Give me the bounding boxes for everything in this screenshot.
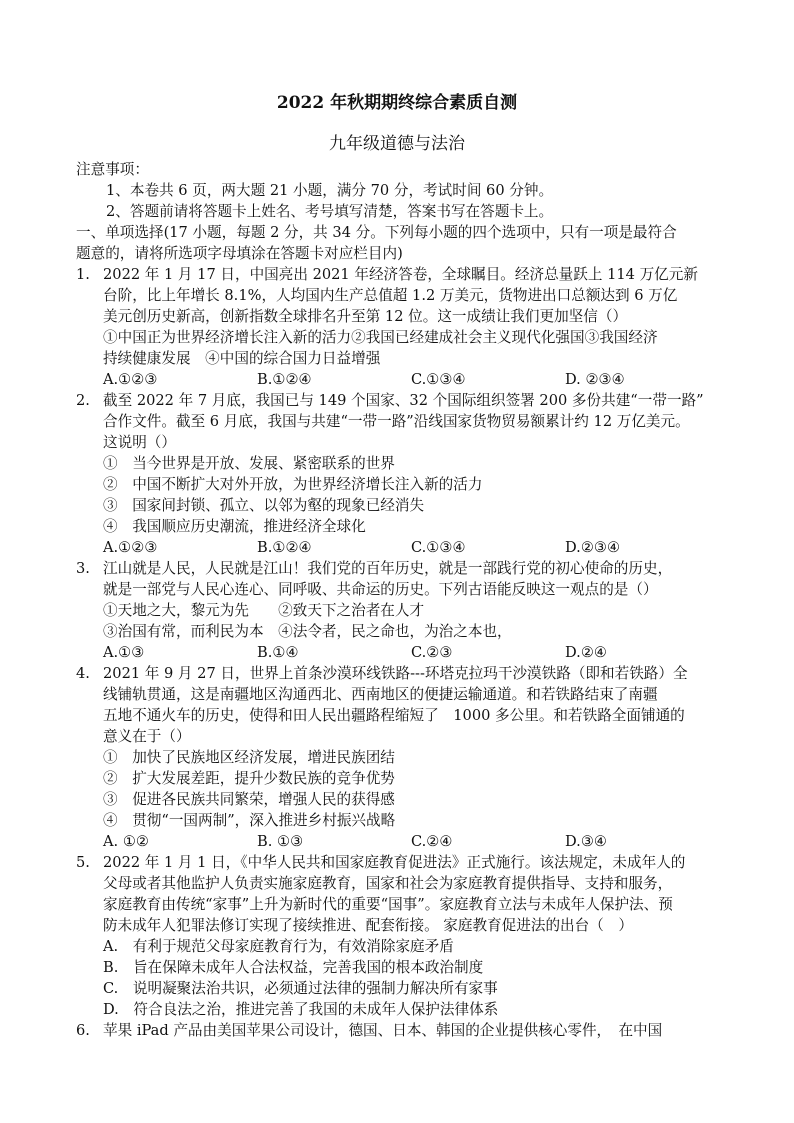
notice-item: 2、答题前请将答题卡上姓名、考号填写清楚，答案书写在答题卡上。	[106, 203, 554, 220]
question-number: 5.	[76, 854, 90, 871]
question-text: 2022 年 1 月 1 日，《中华人民共和国家庭教育促进法》正式施行。该法规定，未成年人的	[103, 854, 686, 871]
question-text: 2022 年 1 月 17 日，中国亮出 2021 年经济答卷，全球瞩目。经济总量跃上 114 万亿元新	[103, 266, 698, 283]
question-text: ② 扩大发展差距，提升少数民族的竞争优势	[103, 770, 395, 787]
answer-options	[103, 538, 620, 558]
question-text: 合作文件。截至 6 月底，我国与共建“一带一路”沿线国家货物贸易额累计约 12 万亿美元。	[103, 413, 690, 430]
question-text: ④ 贯彻“一国两制”，深入推进乡村振兴战略	[103, 812, 396, 829]
question-text: ① 加快了民族地区经济发展，增进民族团结	[103, 749, 395, 766]
question-number: 3.	[76, 560, 90, 577]
option-d: D. ②③④	[565, 371, 625, 388]
option-b: B. 旨在保障未成年人合法权益，完善我国的根本政治制度	[103, 959, 484, 976]
question-text: ①天地之大，黎元为先 ②致天下之治者在人才	[103, 602, 425, 619]
option-a: A. 有利于规范父母家庭教育行为，有效消除家庭矛盾	[103, 938, 454, 955]
answer-options	[103, 832, 607, 852]
option-b: B.①②④	[257, 371, 312, 388]
option-c: C. 说明凝聚法治共识，必须通过法律的强制力解决所有家事	[103, 980, 498, 997]
question-text: 防未成年人犯罪法修订实现了接续推进、配套衔接。 家庭教育促进法的出台（ ）	[103, 917, 634, 934]
question-number: 4.	[76, 665, 90, 682]
question-text: 这说明（）	[103, 434, 176, 451]
option-d: D.③④	[565, 833, 607, 850]
option-c: C.②③	[411, 644, 453, 661]
question-text: 父母或者其他监护人负责实施家庭教育，国家和社会为家庭教育提供指导、支持和服务，	[103, 875, 673, 892]
question-number: 6.	[76, 1022, 90, 1039]
question-text: ③治国有常，而利民为本 ④法令者，民之命也，为治之本也，	[103, 623, 512, 640]
question-text: 江山就是人民，人民就是江山！我们党的百年历史，就是一部践行党的初心使命的历史，	[103, 560, 673, 577]
notice-item: 1、本卷共 6 页，两大题 21 小题，满分 70 分，考试时间 60 分钟。	[106, 182, 554, 199]
option-d: D.②④	[565, 644, 607, 661]
option-a: A.①③	[103, 644, 145, 661]
question-text: 美元创历史新高，创新指数全球排名升至第 12 位。这一成绩让我们更加坚信（）	[103, 308, 628, 325]
notice-heading: 注意事项：	[76, 161, 149, 178]
question-text: 五地不通火车的历史，使得和田人民出疆路程缩短了 1000 多公里。和若铁路全面铺通的	[103, 707, 685, 724]
section-instruction: 题意的，请将所选项字母填涂在答题卡对应栏目内)	[76, 245, 403, 262]
question-number: 2.	[76, 392, 90, 409]
question-number: 1.	[76, 266, 90, 283]
question-text: 2021 年 9 月 27 日，世界上首条沙漠环线铁路---环塔克拉玛干沙漠铁路（即和若铁路）全	[103, 665, 688, 682]
section-instruction: 一、单项选择(17 小题，每题 2 分，共 34 分。下列每小题的四个选项中，只有一项是最符合	[76, 224, 677, 241]
question-text: 截至 2022 年 7 月底，我国已与 149 个国家、32 个国际组织签署 200 多份共建“一带一路”	[103, 392, 704, 409]
question-text: 台阶，比上年增长 8.1%，人均国内生产总值超 1.2 万美元，货物进出口总额达到 6 万亿	[103, 287, 678, 304]
option-c: C.②④	[411, 833, 453, 850]
exam-title: 2022 年秋期期终综合素质自测	[276, 93, 518, 113]
question-text: ③ 国家间封锁、孤立、以邻为壑的现象已经消失	[103, 497, 425, 514]
question-text: 家庭教育由传统“家事”上升为新时代的重要“国事”。家庭教育立法与未成年人保护法、预	[103, 896, 673, 913]
option-b: B.①②④	[257, 539, 312, 556]
question-text: 持续健康发展 ④中国的综合国力日益增强	[103, 350, 381, 367]
option-d: D. 符合良法之治，推进完善了我国的未成年人保护法律体系	[103, 1001, 499, 1018]
option-c: C.①③④	[411, 539, 466, 556]
option-a: A.①②③	[103, 539, 158, 556]
question-text: 就是一部党与人民心连心、同呼吸、共命运的历史。下列古语能反映这一观点的是（）	[103, 581, 658, 598]
exam-subject: 九年级道德与法治	[329, 134, 465, 154]
question-text: 意义在于（）	[103, 728, 191, 745]
question-text: ③ 促进各民族共同繁荣，增强人民的获得感	[103, 791, 395, 808]
answer-options	[103, 643, 607, 663]
question-text: ② 中国不断扩大对外开放，为世界经济增长注入新的活力	[103, 476, 483, 493]
question-text: 线铺轨贯通，这是南疆地区沟通西北、西南地区的便捷运输通道。和若铁路结束了南疆	[103, 686, 658, 703]
option-a: A. ①②	[103, 833, 149, 850]
question-text: ④ 我国顺应历史潮流，推进经济全球化	[103, 518, 366, 535]
option-c: C.①③④	[411, 371, 466, 388]
question-text: ① 当今世界是开放、发展、紧密联系的世界	[103, 455, 395, 472]
option-a: A.①②③	[103, 371, 158, 388]
question-text: ①中国正为世界经济增长注入新的活力②我国已经建成社会主义现代化强国③我国经济	[103, 329, 658, 346]
question-text: 苹果 iPad 产品由美国苹果公司设计，德国、日本、韩国的企业提供核心零件， 在中国	[103, 1022, 663, 1039]
answer-options	[103, 370, 625, 390]
option-b: B. ①③	[257, 833, 304, 850]
option-b: B.①④	[257, 644, 299, 661]
option-d: D.②③④	[565, 539, 621, 556]
